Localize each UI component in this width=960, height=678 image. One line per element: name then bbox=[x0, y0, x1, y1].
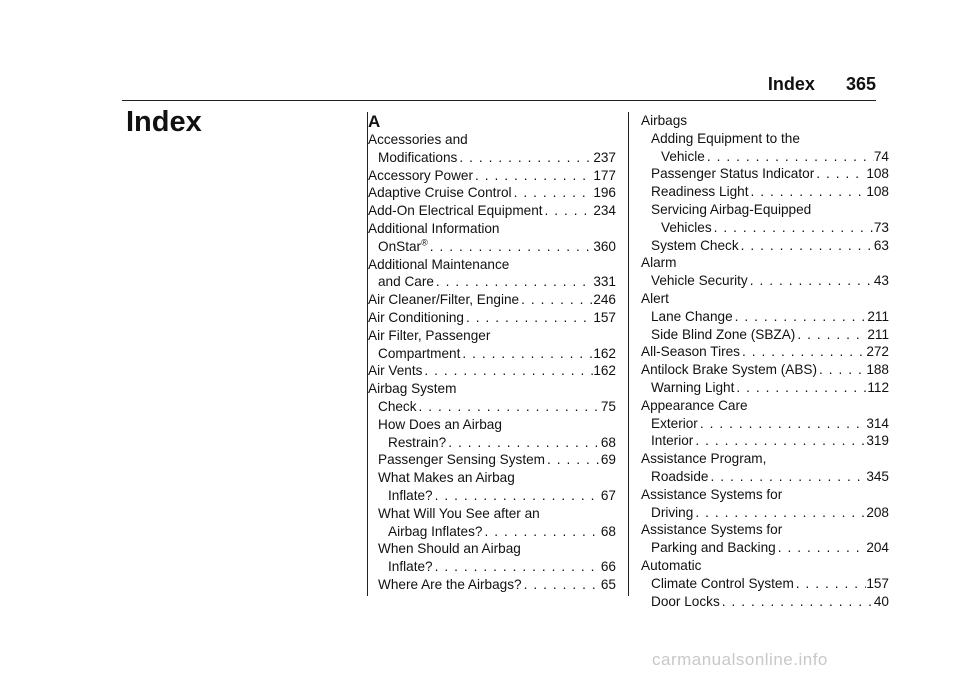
page-reference: 63 bbox=[873, 237, 889, 253]
running-header-title: Index bbox=[767, 74, 815, 94]
page-reference: 112 bbox=[867, 379, 889, 395]
index-heading bbox=[641, 397, 889, 415]
index-entry bbox=[368, 184, 616, 202]
index-entry bbox=[641, 326, 889, 344]
entry-label bbox=[641, 112, 687, 130]
entry-label bbox=[378, 505, 540, 523]
entry-label bbox=[651, 326, 795, 344]
page-reference: 319 bbox=[866, 433, 889, 449]
entry-label bbox=[368, 202, 543, 220]
dot-leader bbox=[482, 523, 600, 541]
entry-text: Vehicle Security bbox=[651, 273, 748, 289]
dot-leader bbox=[433, 558, 601, 576]
dot-leader bbox=[428, 238, 594, 256]
dot-leader bbox=[693, 504, 866, 522]
dot-leader bbox=[749, 183, 867, 201]
entry-text: Air Vents bbox=[368, 363, 423, 379]
index-heading bbox=[368, 540, 616, 558]
index-entry bbox=[368, 238, 616, 256]
entry-text: Inflate? bbox=[388, 487, 433, 503]
entry-label bbox=[368, 184, 512, 202]
entry-label bbox=[368, 309, 464, 327]
page-reference: 69 bbox=[600, 452, 616, 468]
index-heading bbox=[368, 327, 616, 345]
index-entry bbox=[368, 202, 616, 220]
index-entry bbox=[368, 487, 616, 505]
entry-text: OnStar bbox=[378, 238, 422, 254]
index-entry bbox=[641, 343, 889, 361]
page-reference: 237 bbox=[593, 149, 616, 165]
page-reference: 331 bbox=[593, 274, 616, 290]
entry-text: Assistance Systems for bbox=[641, 522, 783, 538]
index-entry bbox=[368, 167, 616, 185]
index-entry bbox=[368, 345, 616, 363]
entry-label bbox=[368, 380, 456, 398]
index-entry bbox=[641, 361, 889, 379]
dot-leader bbox=[734, 379, 867, 397]
dot-leader bbox=[457, 149, 593, 167]
page-reference: 272 bbox=[866, 344, 889, 360]
entry-label bbox=[661, 148, 705, 166]
index-entry bbox=[368, 309, 616, 327]
index-entry bbox=[641, 468, 889, 486]
index-entry bbox=[641, 593, 889, 611]
index-entry bbox=[641, 379, 889, 397]
registered-mark: ® bbox=[421, 237, 428, 248]
page-reference: 108 bbox=[866, 184, 889, 200]
dot-leader bbox=[417, 398, 601, 416]
index-heading bbox=[641, 450, 889, 468]
section-letter: A bbox=[368, 112, 381, 131]
entry-label bbox=[651, 415, 698, 433]
dot-leader bbox=[473, 167, 593, 185]
entry-text: Door Locks bbox=[651, 593, 720, 609]
entry-label bbox=[651, 130, 800, 148]
entry-label bbox=[368, 220, 499, 238]
entry-label bbox=[378, 416, 502, 434]
entry-label bbox=[641, 486, 782, 504]
index-heading bbox=[368, 131, 616, 149]
entry-text: Appearance Care bbox=[641, 397, 748, 413]
index-heading bbox=[368, 256, 616, 274]
entry-label bbox=[651, 165, 814, 183]
entry-text: Adding Equipment to the bbox=[651, 130, 800, 146]
dot-leader bbox=[512, 184, 594, 202]
dot-leader bbox=[720, 593, 874, 611]
entry-text: Passenger Sensing System bbox=[378, 452, 545, 468]
page-reference: 177 bbox=[593, 167, 616, 183]
entry-label bbox=[378, 451, 545, 469]
page-reference: 157 bbox=[593, 309, 616, 325]
dot-leader bbox=[460, 345, 593, 363]
index-heading bbox=[368, 380, 616, 398]
entry-text: Readiness Light bbox=[651, 184, 749, 200]
entry-text: Compartment bbox=[378, 345, 461, 361]
entry-label bbox=[378, 273, 434, 291]
entry-text: Lane Change bbox=[651, 308, 733, 324]
entry-text: When Should an Airbag bbox=[378, 541, 521, 557]
entry-text: Alarm bbox=[641, 255, 677, 271]
index-heading bbox=[641, 130, 889, 148]
entry-label bbox=[388, 523, 482, 541]
index-entry bbox=[368, 273, 616, 291]
dot-leader bbox=[422, 362, 593, 380]
column-divider-right bbox=[628, 112, 629, 596]
page-reference: 66 bbox=[600, 559, 616, 575]
entry-text: Add-On Electrical Equipment bbox=[368, 203, 543, 219]
page-reference: 73 bbox=[873, 219, 889, 235]
index-entry bbox=[641, 237, 889, 255]
index-heading bbox=[641, 201, 889, 219]
index-entry bbox=[368, 576, 616, 594]
index-entry bbox=[641, 575, 889, 593]
entry-text: Side Blind Zone (SBZA) bbox=[651, 326, 796, 342]
entry-label bbox=[641, 450, 766, 468]
entry-text: Restrain? bbox=[388, 434, 447, 450]
entry-label bbox=[641, 521, 782, 539]
dot-leader bbox=[795, 326, 867, 344]
dot-leader bbox=[464, 309, 593, 327]
entry-text: Check bbox=[378, 398, 417, 414]
entry-label bbox=[641, 361, 817, 379]
entry-text: and Care bbox=[378, 274, 434, 290]
entry-text: Additional Information bbox=[368, 220, 500, 236]
dot-leader bbox=[434, 273, 593, 291]
entry-text: Parking and Backing bbox=[651, 540, 776, 556]
index-entry bbox=[368, 149, 616, 167]
entry-label bbox=[378, 540, 521, 558]
entry-label bbox=[368, 256, 509, 274]
entry-text: Inflate? bbox=[388, 559, 433, 575]
entry-label bbox=[641, 343, 740, 361]
dot-leader bbox=[748, 272, 874, 290]
entry-label bbox=[651, 432, 693, 450]
entry-text: How Does an Airbag bbox=[378, 416, 502, 432]
dot-leader bbox=[733, 308, 868, 326]
index-heading bbox=[641, 290, 889, 308]
index-entry bbox=[641, 165, 889, 183]
page-reference: 204 bbox=[866, 540, 889, 556]
page-reference: 345 bbox=[866, 468, 889, 484]
dot-leader bbox=[740, 343, 866, 361]
page-reference: 196 bbox=[593, 185, 616, 201]
entry-text: Accessory Power bbox=[368, 167, 474, 183]
entry-text: Interior bbox=[651, 433, 694, 449]
entry-text: Roadside bbox=[651, 468, 709, 484]
index-entry bbox=[641, 219, 889, 237]
entry-text: Modifications bbox=[378, 149, 458, 165]
dot-leader bbox=[545, 451, 601, 469]
entry-text: Antilock Brake System (ABS) bbox=[641, 362, 818, 378]
page-number: 365 bbox=[845, 74, 876, 94]
index-entry bbox=[368, 434, 616, 452]
dot-leader bbox=[814, 165, 866, 183]
entry-text: Accessories and bbox=[368, 132, 468, 147]
entry-text: Exterior bbox=[651, 415, 698, 431]
page-reference: 74 bbox=[873, 148, 889, 164]
entry-text: Automatic bbox=[641, 557, 702, 573]
entry-label bbox=[378, 345, 460, 363]
index-heading bbox=[368, 505, 616, 523]
dot-leader bbox=[712, 219, 874, 237]
entry-text: Air Conditioning bbox=[368, 309, 464, 325]
entry-text: Servicing Airbag-Equipped bbox=[651, 201, 812, 217]
entry-label bbox=[378, 149, 457, 167]
entry-text: Adaptive Cruise Control bbox=[368, 185, 512, 201]
entry-text: Where Are the Airbags? bbox=[378, 576, 522, 592]
entry-text: What Makes an Airbag bbox=[378, 470, 515, 486]
entry-text: Vehicle bbox=[661, 148, 705, 164]
index-column-1 bbox=[368, 112, 616, 594]
index-entry bbox=[368, 362, 616, 380]
index-heading bbox=[641, 486, 889, 504]
index-heading bbox=[368, 416, 616, 434]
dot-leader bbox=[698, 415, 866, 433]
entry-text: What Will You See after an bbox=[378, 505, 540, 521]
entry-label bbox=[641, 397, 748, 415]
page-reference: 208 bbox=[866, 504, 889, 520]
entry-label bbox=[378, 238, 428, 256]
entry-label bbox=[368, 131, 468, 149]
dot-leader bbox=[693, 432, 866, 450]
index-heading bbox=[641, 112, 889, 130]
entry-label bbox=[368, 362, 422, 380]
entry-text: Airbags bbox=[641, 113, 688, 128]
index-column-2 bbox=[641, 112, 889, 610]
page-reference: 188 bbox=[866, 362, 889, 378]
entry-label bbox=[368, 167, 473, 185]
index-heading bbox=[641, 254, 889, 272]
running-header bbox=[768, 74, 876, 95]
index-heading bbox=[641, 557, 889, 575]
entry-label bbox=[388, 558, 433, 576]
index-entry bbox=[641, 415, 889, 433]
entry-label bbox=[651, 504, 693, 522]
entry-label bbox=[651, 468, 708, 486]
entry-label bbox=[378, 576, 522, 594]
entry-label bbox=[368, 327, 490, 345]
entry-text: Additional Maintenance bbox=[368, 256, 510, 272]
entry-text: All-Season Tires bbox=[641, 344, 740, 360]
index-entry bbox=[641, 148, 889, 166]
index-entry bbox=[641, 272, 889, 290]
entry-label bbox=[651, 593, 720, 611]
dot-leader bbox=[817, 361, 866, 379]
dot-leader bbox=[433, 487, 601, 505]
page-reference: 211 bbox=[867, 326, 889, 342]
page-reference: 211 bbox=[867, 308, 889, 324]
index-entry bbox=[641, 183, 889, 201]
entry-label bbox=[378, 398, 417, 416]
header-rule bbox=[122, 100, 876, 101]
entry-label bbox=[388, 487, 433, 505]
page-reference: 234 bbox=[593, 203, 616, 219]
page-reference: 108 bbox=[866, 166, 889, 182]
index-entry bbox=[641, 504, 889, 522]
entry-text: Airbag System bbox=[368, 381, 457, 397]
entry-text: Air Cleaner/Filter, Engine bbox=[368, 292, 520, 308]
entry-text: Climate Control System bbox=[651, 575, 794, 591]
entry-label bbox=[651, 308, 733, 326]
entry-text: Air Filter, Passenger bbox=[368, 327, 491, 343]
index-heading bbox=[368, 469, 616, 487]
entry-label bbox=[651, 379, 734, 397]
entry-text: Warning Light bbox=[651, 379, 735, 395]
page-reference: 75 bbox=[600, 398, 616, 414]
dot-leader bbox=[543, 202, 594, 220]
entry-label bbox=[388, 434, 446, 452]
page-reference: 314 bbox=[866, 415, 889, 431]
page-reference: 68 bbox=[600, 434, 616, 450]
dot-leader bbox=[705, 148, 874, 166]
page-reference: 246 bbox=[593, 292, 616, 308]
entry-label bbox=[651, 575, 794, 593]
page-reference: 162 bbox=[593, 363, 616, 379]
entry-text: Alert bbox=[641, 290, 669, 306]
index-entry bbox=[368, 523, 616, 541]
index-entry bbox=[641, 539, 889, 557]
dot-leader bbox=[708, 468, 866, 486]
page-reference: 360 bbox=[593, 238, 616, 254]
entry-text: System Check bbox=[651, 237, 739, 253]
dot-leader bbox=[739, 237, 874, 255]
entry-text: Passenger Status Indicator bbox=[651, 166, 815, 182]
entry-label bbox=[651, 272, 748, 290]
entry-label bbox=[651, 183, 749, 201]
page-reference: 40 bbox=[873, 593, 889, 609]
entry-label bbox=[641, 557, 701, 575]
index-title: Index bbox=[126, 106, 202, 138]
dot-leader bbox=[519, 291, 593, 309]
index-entry bbox=[368, 451, 616, 469]
dot-leader bbox=[794, 575, 867, 593]
entry-label bbox=[378, 469, 515, 487]
index-heading bbox=[641, 521, 889, 539]
index-entry bbox=[368, 558, 616, 576]
dot-leader bbox=[522, 576, 601, 594]
entry-label bbox=[661, 219, 712, 237]
page-reference: 162 bbox=[593, 345, 616, 361]
index-entry bbox=[368, 291, 616, 309]
index-heading bbox=[368, 220, 616, 238]
entry-text: Airbag Inflates? bbox=[388, 523, 483, 539]
entry-text: Assistance Systems for bbox=[641, 486, 783, 502]
footer-watermark: carmanualsonline.info bbox=[652, 650, 828, 669]
index-entry bbox=[641, 308, 889, 326]
entry-label bbox=[641, 254, 677, 272]
entry-label bbox=[641, 290, 669, 308]
dot-leader bbox=[776, 539, 867, 557]
page-reference: 67 bbox=[600, 487, 616, 503]
page-reference: 65 bbox=[600, 576, 616, 592]
index-entry bbox=[641, 432, 889, 450]
entry-text: Vehicles bbox=[661, 219, 712, 235]
entry-text: Driving bbox=[651, 504, 694, 520]
page-reference: 157 bbox=[866, 575, 889, 591]
entry-label bbox=[651, 237, 739, 255]
dot-leader bbox=[446, 434, 601, 452]
entry-label bbox=[651, 201, 811, 219]
index-entry bbox=[368, 398, 616, 416]
page-reference: 68 bbox=[600, 523, 616, 539]
entry-label bbox=[368, 291, 519, 309]
entry-text: Assistance Program, bbox=[641, 451, 767, 467]
entry-label bbox=[651, 539, 776, 557]
page-reference: 43 bbox=[873, 273, 889, 289]
